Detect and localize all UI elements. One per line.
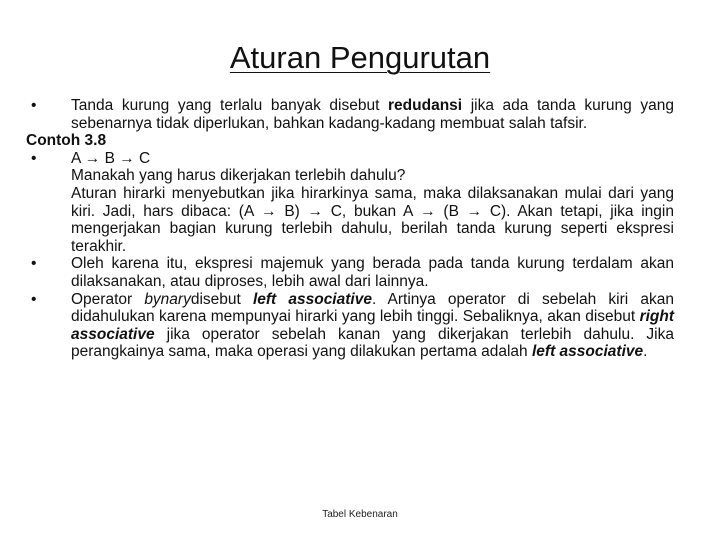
term-right-associative: right associative <box>71 308 674 343</box>
explanation-text: Aturan hirarki menyebutkan jika hirarkinya sama, maka dilaksanakan mulai dari yang kiri. Jadi, hars dibaca: (A → B) → C, bukan A → (B → C). Akan tetapi, jika ingin mengerjakan bagian kurung terlebih dahulu, berilah tanda kurung seperti ekspresi terakhir. <box>71 184 674 255</box>
bullet-redundancy <box>26 97 674 132</box>
italic-term-bynary: bynary <box>144 290 191 308</box>
bullet-text: disebut <box>190 290 253 308</box>
bullet-text: Tanda kurung yang terlalu banyak disebut <box>71 97 389 114</box>
bullet-expression <box>26 150 674 168</box>
bullet-text: jika ada tanda kurung yang sebenarnya tidak diperlukan, bahkan kadang-kadang membuat salah tafsir. <box>71 97 674 132</box>
slide-content <box>26 97 674 361</box>
term-left-associative: left associative <box>252 290 372 308</box>
slide-title: Aturan Pengurutan <box>229 40 491 75</box>
bullet-nested-parentheses <box>26 255 674 290</box>
bullet-text: . <box>643 343 648 361</box>
bold-term-redudansi: redudansi <box>388 97 463 114</box>
bullet-text: . Artinya operator di sebelah kiri akan didahulukan karena mempunyai hirarki yang lebih tinggi. Sebaliknya, akan disebut <box>71 290 674 326</box>
bullet-dot: • <box>31 97 37 114</box>
bullet-text: A → B → C <box>71 149 151 167</box>
example-heading: Contoh 3.8 <box>26 132 107 150</box>
term-left-associative: left associative <box>531 343 644 361</box>
bullet-text: Oleh karena itu, ekspresi majemuk yang berada pada tanda kurung terdalam akan dilaksanakan, atau diproses, lebih awal dari lainnya. <box>71 255 674 290</box>
slide-footer: Tabel Kebenaran <box>322 509 398 520</box>
bullet-dot: • <box>31 255 37 273</box>
bullet-dot: • <box>31 149 37 167</box>
question-text: Manakah yang harus dikerjakan terlebih dahulu? <box>71 167 406 185</box>
bullet-associativity <box>26 291 674 361</box>
bullet-text: Operator <box>71 290 145 308</box>
bullet-dot: • <box>31 290 37 308</box>
bullet-text: jika operator sebelah kanan yang dikerjakan terlebih dahulu. Jika perangkainya sama, maka operasi yang dilakukan pertama adalah <box>71 325 674 361</box>
